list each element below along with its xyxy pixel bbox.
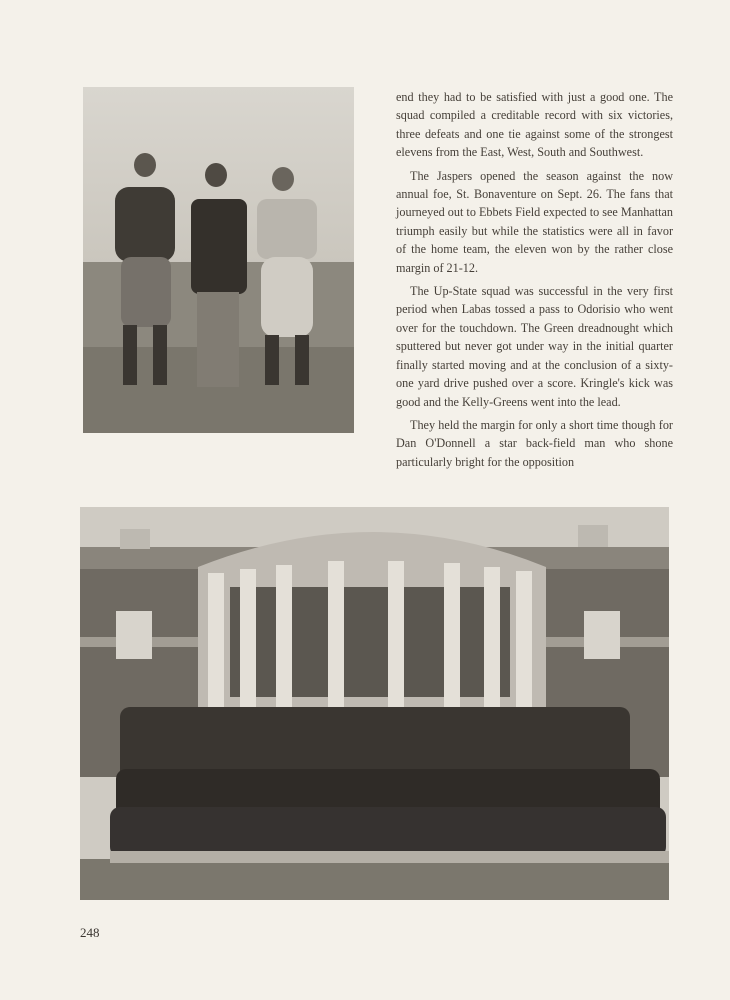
page-number: 248 xyxy=(80,925,100,940)
article-paragraph: end they had to be satisfied with just a good one. The squad compiled a creditable record with six victories, three defeats and one tie against some of the strongest elevens from the East, West, South and Southwest. xyxy=(396,90,673,160)
article-text xyxy=(396,88,673,476)
article-paragraph: The Jaspers opened the season against the now annual foe, St. Bonaventure on Sept. 26. The fans that journeyed out to Ebbets Field expected to see Manhattan triumph easily but while the statistics were all in favor of the home team, the eleven won by the rather close margin of 21-12. xyxy=(396,168,673,275)
article-paragraph: They held the margin for only a short time though for Dan O'Donnell a star back-field man who shone particularly bright for the opposition xyxy=(396,417,673,469)
article-paragraph: The Up-State squad was successful in the very first period when Labas tossed a pass to Odorisio who went over for the touchdown. The Green dreadnought which sputtered but never got under way in the initial quarter finally started moving and at the conclusion of a sixty-one yard drive pushed over a score. Kringle's kick was good and the Kelly-Greens went into the lead. xyxy=(396,284,673,409)
team-photo xyxy=(80,507,669,900)
three-men-photo xyxy=(83,87,354,433)
